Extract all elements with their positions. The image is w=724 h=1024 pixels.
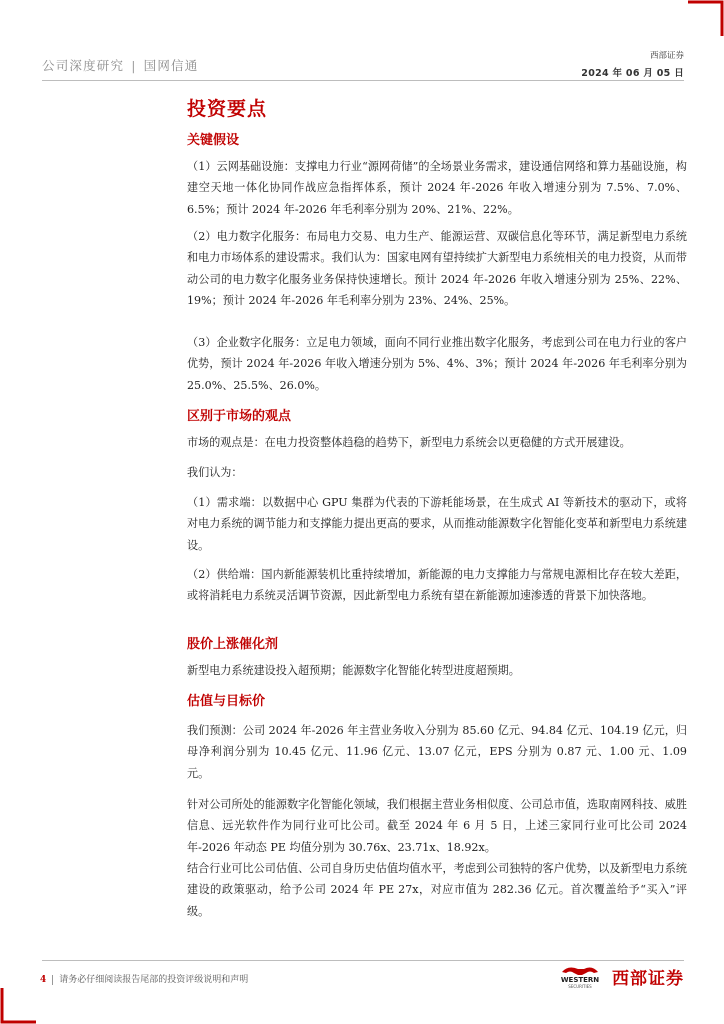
header-report-label: 公司深度研究 | 国网信通 [42, 58, 199, 73]
paragraph: （2）电力数字化服务：布局电力交易、电力生产、能源运营、双碳信息化等环节，满足新型电力系统和电力市场体系的建设需求。我们认为：国家电网有望持续扩大新型电力系统相关的电力投资，从而带动公司的电力数字化服务业务保持快速增长。预计 2024 年-2026 年收入增速分别为 25%、22%、19%；预计 2024 年-2026 年毛利率分别为 23%、24%、25%。 [187, 230, 687, 307]
paragraph: （1）需求端：以数据中心 GPU 集群为代表的下游耗能场景，在生成式 AI 等新技术的驱动下，或将对电力系统的调节能力和支撑能力提出更高的要求，从而推动能源数字化智能化变革和新型电力系统建设。 [187, 496, 687, 552]
paragraph: （1）云网基础设施：支撑电力行业“源网荷储”的全场景业务需求，建设通信网络和算力基础设施，构建空天地一体化协同作战应急指挥体系，预计 2024 年-2026 年收入增速分别为 7.5%、7.0%、6.5%；预计 2024 年-2026 年毛利率分别为 20%、21%、22%。 [187, 160, 687, 216]
paragraph: 新型电力系统建设投入超预期；能源数字化智能化转型进度超预期。 [187, 664, 520, 677]
section-heading-catalysts: 股价上涨催化剂 [187, 637, 279, 652]
paragraph: 市场的观点是：在电力投资整体趋稳的趋势下，新型电力系统会以更稳健的方式开展建设。 [187, 436, 631, 449]
bull-logo-icon [552, 963, 608, 989]
header-date: 2024 年 06 月 05 日 [581, 68, 684, 79]
section-heading-key-assumptions: 关键假设 [187, 133, 240, 148]
svg-text:WESTERN: WESTERN [560, 976, 600, 984]
broker-logo-text: 西部证券 [612, 968, 684, 989]
header-divider [42, 80, 684, 81]
paragraph: 我们认为： [187, 466, 243, 479]
broker-logo [552, 963, 684, 989]
paragraph: （3）企业数字化服务：立足电力领域，面向不同行业推出数字化服务，考虑到公司在电力行业的客户优势，预计 2024 年-2026 年收入增速分别为 5%、4%、3%；预计 2024 年-2026 年毛利率分别为 25.0%、25.5%、26.0%。 [187, 336, 687, 392]
paragraph: （2）供给端：国内新能源装机比重持续增加，新能源的电力支撑能力与常规电源相比存在较大差距，或将消耗电力系统灵活调节资源，因此新型电力系统有望在新能源加速渗透的背景下加快落地。 [187, 568, 687, 603]
footer-divider [42, 960, 684, 961]
paragraph: 我们预测：公司 2024 年-2026 年主营业务收入分别为 85.60 亿元、94.84 亿元、104.19 亿元，归母净利润分别为 10.45 亿元、11.96 亿元、13.07 亿元，EPS 分别为 0.87 元、1.00 元、1.09 元。 [187, 724, 687, 780]
page-title: 投资要点 [187, 98, 268, 120]
section-heading-valuation: 估值与目标价 [187, 694, 266, 709]
section-heading-market-view: 区别于市场的观点 [187, 409, 292, 424]
paragraph: 结合行业可比公司估值、公司自身历史估值均值水平，考虑到公司独特的客户优势，以及新型电力系统建设的政策驱动，给予公司 2024 年 PE 27x，对应市值为 282.36 亿元。首次覆盖给予“买入”评级。 [187, 862, 687, 918]
corner-mark-bottom-left [0, 984, 40, 1024]
corner-mark-top-right [684, 0, 724, 40]
footer-disclaimer [40, 972, 248, 985]
paragraph: 针对公司所处的能源数字化智能化领域，我们根据主营业务相似度、公司总市值，选取南网科技、威胜信息、远光软件作为同行业可比公司。截至 2024 年 6 月 5 日，上述三家同行业可比公司 2024 年-2026 年动态 PE 均值分别为 30.76x、23.71x、18.92x。 [187, 798, 687, 854]
report-type: 公司深度研究 [42, 58, 125, 73]
page-number: 4 [40, 975, 47, 985]
header-right [581, 49, 684, 79]
header-broker: 西部证券 [649, 51, 684, 61]
disclaimer-text: 请务必仔细阅读报告尾部的投资评级说明和声明 [59, 975, 249, 985]
svg-text:SECURITIES: SECURITIES [568, 984, 592, 989]
company-name: 国网信通 [143, 58, 199, 73]
